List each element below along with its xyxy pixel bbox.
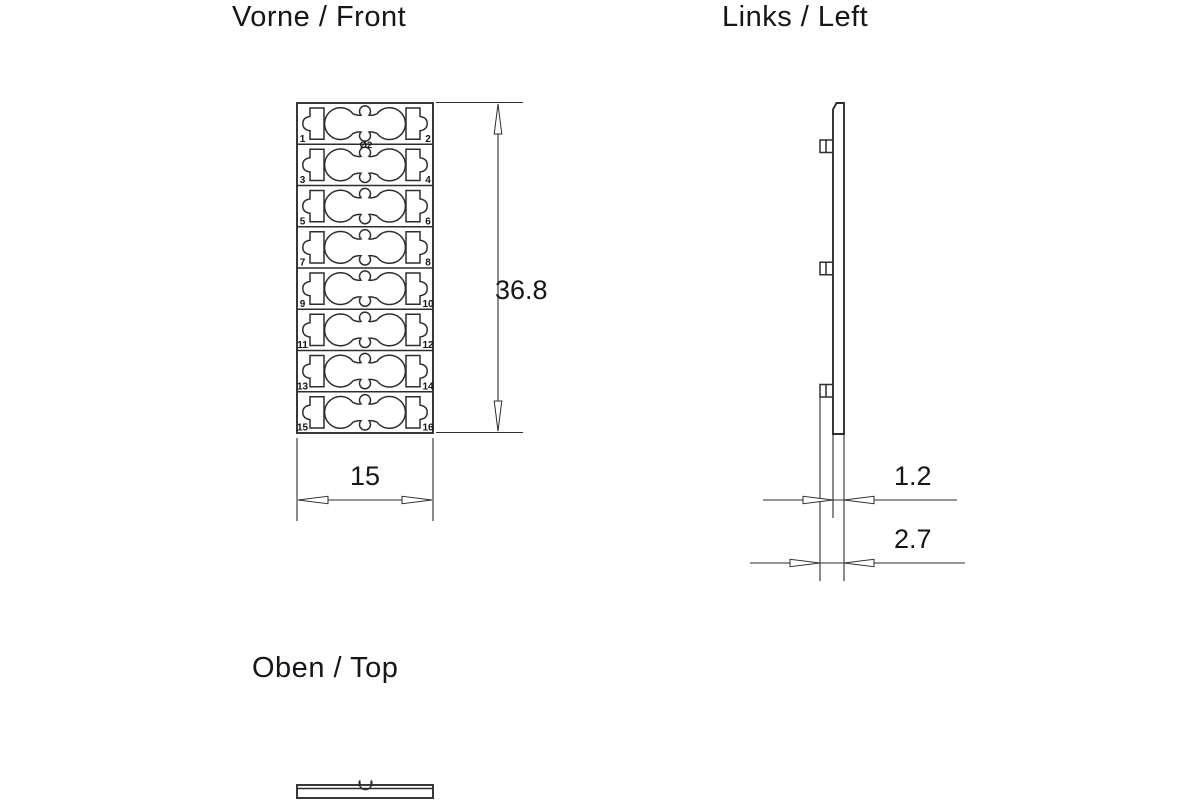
height-dimension-label: 36.8	[495, 275, 548, 305]
arrowhead-right	[402, 496, 432, 503]
arrowhead-up	[494, 104, 502, 134]
bone-cutout	[325, 106, 406, 141]
arrowhead-left	[844, 559, 874, 566]
front-view	[297, 103, 434, 434]
thickness-dimension-label: 1.2	[894, 461, 932, 491]
part-row	[303, 147, 427, 182]
tab-number: 16	[422, 422, 434, 434]
tab-number: 13	[296, 381, 309, 393]
part-row	[303, 188, 427, 223]
left-view	[820, 103, 844, 434]
arrowhead-left	[844, 496, 874, 503]
tab-number: 10	[422, 298, 434, 310]
tab-number: 6	[425, 216, 431, 228]
front-view-title: Vorne / Front	[232, 1, 407, 33]
left-view-title: Links / Left	[722, 1, 869, 33]
tab-number: 3	[299, 175, 306, 186]
depth-dimension-label: 2.7	[894, 524, 932, 554]
tab-number: 8	[425, 257, 431, 269]
side-tab-bump	[820, 385, 833, 398]
part-row	[303, 230, 427, 265]
arrowhead-left	[298, 496, 328, 503]
side-tab-bump	[820, 140, 833, 153]
part-row	[303, 312, 427, 347]
tab-number: 4	[425, 175, 431, 186]
part-row	[303, 353, 427, 388]
right-tab-outline	[406, 108, 427, 139]
tab-number: 15	[296, 422, 309, 434]
width-dimension-label: 15	[349, 461, 381, 491]
part-row	[303, 271, 427, 306]
tab-number: 11	[297, 340, 308, 351]
side-tab-bump	[820, 262, 833, 275]
tab-number: 1	[299, 133, 306, 145]
arrowhead-right	[790, 559, 820, 566]
arrowhead-right	[803, 496, 833, 503]
front-row-dividers	[297, 144, 433, 392]
top-view	[297, 781, 433, 799]
tab-number: 12	[422, 340, 434, 351]
top-plate-outline	[297, 785, 433, 798]
gate-diameter-callout: Ø2	[359, 140, 373, 151]
left-plate-outline	[833, 103, 844, 434]
tab-number: 9	[299, 298, 306, 310]
tab-number: 5	[299, 216, 306, 228]
left-tab-outline	[303, 108, 324, 139]
part-row	[303, 395, 427, 430]
tab-number: 14	[422, 381, 434, 393]
front-dimensions	[297, 103, 523, 522]
left-dimensions	[750, 396, 965, 581]
tab-number: 7	[299, 257, 306, 269]
arrowhead-down	[494, 401, 502, 431]
part-row	[303, 106, 427, 141]
tab-number: 2	[425, 133, 431, 145]
top-view-title: Oben / Top	[252, 652, 399, 684]
